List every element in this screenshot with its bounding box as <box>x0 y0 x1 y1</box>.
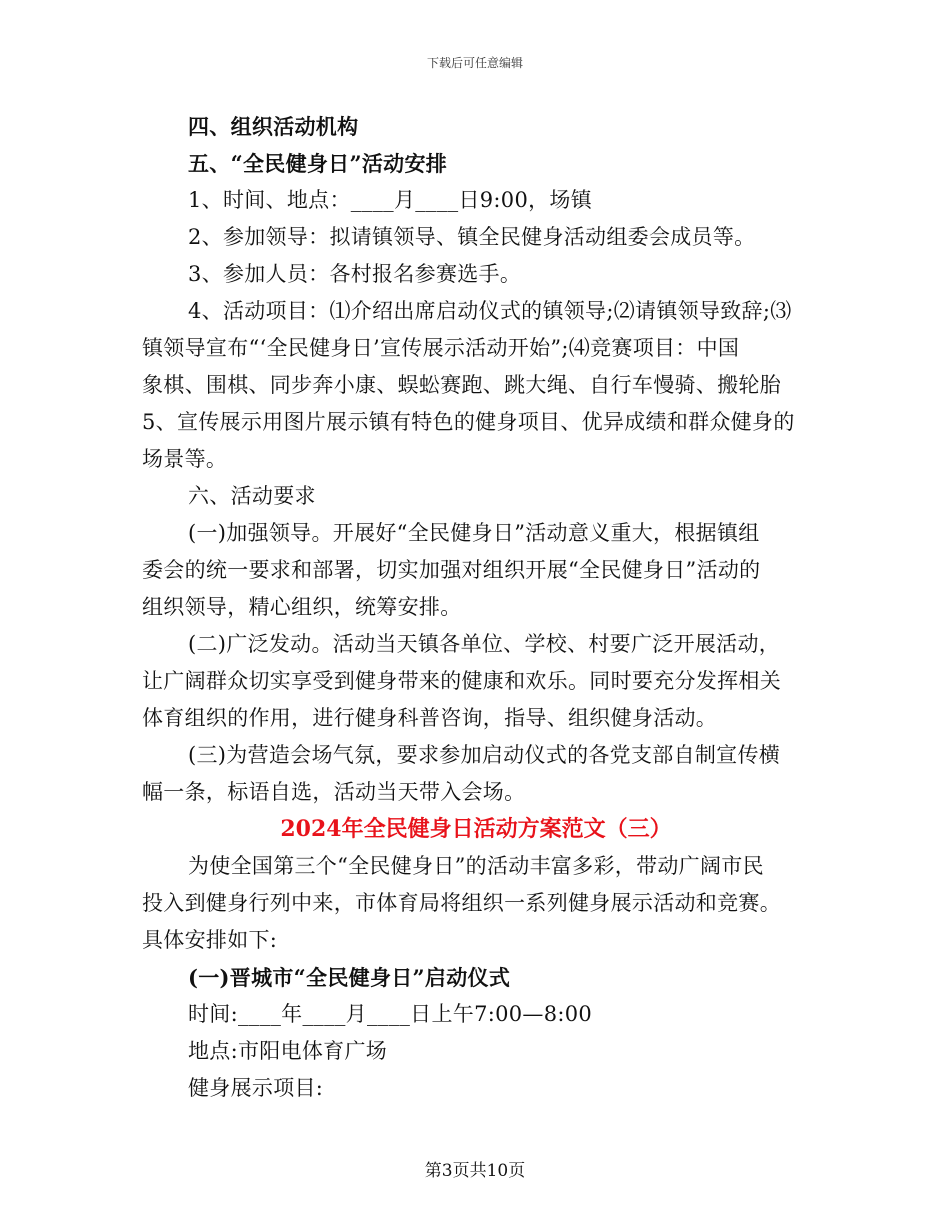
section-5-heading: 五、“全民健身日”活动安排 <box>188 151 448 176</box>
doc3-place: 地点:市阳电体育广场 <box>188 1039 388 1063</box>
requirement-2-line: 让广阔群众切实享受到健身带来的健康和欢乐。同时要充分发挥相关 <box>142 669 781 693</box>
requirement-3-line: 幅一条，标语自选，活动当天带入会场。 <box>142 780 526 804</box>
schedule-item-leaders: 2、参加领导：拟请镇领导、镇全民健身活动组委会成员等。 <box>188 225 756 249</box>
schedule-item-time-place: 1、时间、地点：____月____日9:00，场镇 <box>188 188 593 212</box>
requirement-2-line: 体育组织的作用，进行健身科普咨询，指导、组织健身活动。 <box>142 706 718 730</box>
activity-items-line: 象棋、围棋、同步奔小康、蜈蚣赛跑、跳大绳、自行车慢骑、搬轮胎 <box>142 373 781 397</box>
doc3-subtitle: (一)晋城市“全民健身日”启动仪式 <box>188 965 511 990</box>
activity-items-line: 4、活动项目：⑴介绍出席启动仪式的镇领导;⑵请镇领导致辞;⑶ <box>188 299 792 323</box>
requirement-2-line: (二)广泛发动。活动当天镇各单位、学校、村要广泛开展活动， <box>188 632 781 656</box>
document-body <box>142 108 810 1107</box>
requirement-1-line: 组织领导，精心组织，统筹安排。 <box>142 595 462 619</box>
requirement-1-line: (一)加强领导。开展好“全民健身日”活动意义重大，根据镇组 <box>188 521 760 545</box>
doc3-title: 2024年全民健身日活动方案范文（三） <box>280 816 672 842</box>
activity-items-line: 镇领导宣布“‘全民健身日’宣传展示活动开始”;⑷竞赛项目：中国 <box>142 336 740 360</box>
schedule-item-participants: 3、参加人员：各村报名参赛选手。 <box>188 262 522 286</box>
doc3-intro-line: 为使全国第三个“全民健身日”的活动丰富多彩，带动广阔市民 <box>188 854 764 878</box>
section-4-heading: 四、组织活动机构 <box>188 114 359 139</box>
page-number: 第3页共10页 <box>424 1161 526 1181</box>
page-header: 下载后可任意编辑 <box>426 56 523 70</box>
doc3-intro-line: 具体安排如下: <box>142 928 278 952</box>
doc3-items-label: 健身展示项目: <box>188 1076 324 1100</box>
activity-items-line: 5、宣传展示用图片展示镇有特色的健身项目、优异成绩和群众健身的 <box>142 410 795 434</box>
doc3-intro-line: 投入到健身行列中来，市体育局将组织一系列健身展示活动和竞赛。 <box>142 891 781 915</box>
activity-items-line: 场景等。 <box>142 447 228 471</box>
requirement-1-line: 委会的统一要求和部署，切实加强对组织开展“全民健身日”活动的 <box>142 558 761 582</box>
section-6-heading: 六、活动要求 <box>188 484 316 508</box>
doc3-time: 时间:____年____月____日上午7:00—8:00 <box>188 1002 593 1026</box>
requirement-3-line: (三)为营造会场气氛，要求参加启动仪式的各党支部自制宣传横 <box>188 743 781 767</box>
